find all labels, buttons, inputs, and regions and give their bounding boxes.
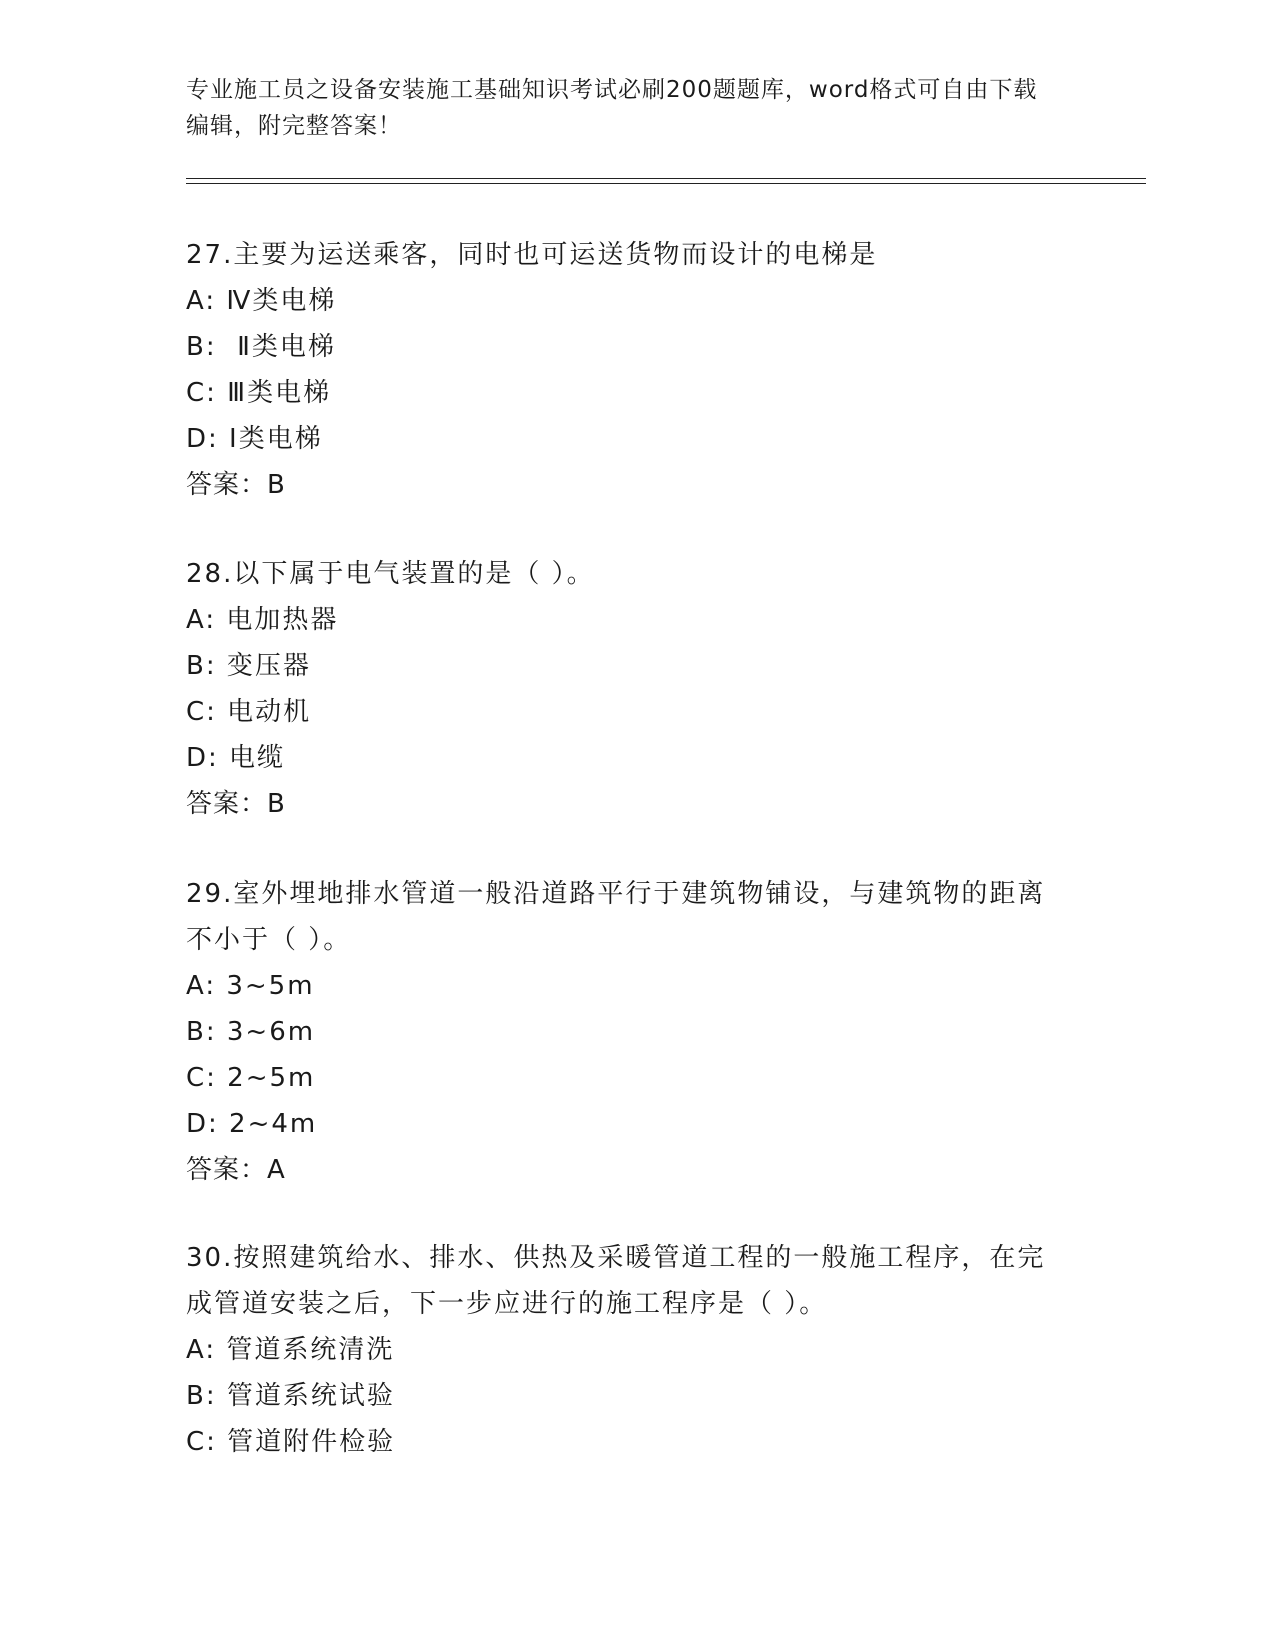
option-d: D: 2~4m [186,1109,318,1139]
question-stem: 27.主要为运送乘客，同时也可运送货物而设计的电梯是 [186,240,878,270]
option-d: D: 电缆 [186,743,286,773]
question-28 [186,551,1086,827]
answer: 答案：B [186,470,286,500]
option-c: C: Ⅲ类电梯 [186,378,332,408]
option-b: B: 变压器 [186,651,311,681]
question-stem-line-2: 成管道安装之后，下一步应进行的施工程序是（ ）。 [186,1289,828,1319]
answer: 答案：A [186,1155,286,1185]
option-d: D: Ⅰ类电梯 [186,424,323,454]
option-a: A: 管道系统清洗 [186,1335,395,1365]
header-divider-top [186,178,1146,179]
option-b: B: 管道系统试验 [186,1381,395,1411]
option-a: A: Ⅳ类电梯 [186,286,337,316]
answer: 答案：B [186,789,286,819]
question-stem-line-2: 不小于（ ）。 [186,925,352,955]
question-27 [186,232,1086,508]
header-title-line-2: 编辑，附完整答案！ [186,113,402,139]
option-b: B: Ⅱ类电梯 [186,332,336,362]
option-a: A: 电加热器 [186,605,339,635]
header-title-line-1: 专业施工员之设备安装施工基础知识考试必刷200题题库，word格式可自由下载 [186,77,1038,103]
option-c: C: 2~5m [186,1063,316,1093]
document-header [186,72,1086,144]
option-c: C: 管道附件检验 [186,1427,396,1457]
option-a: A: 3~5m [186,971,315,1001]
question-30 [186,1235,1086,1465]
option-c: C: 电动机 [186,697,312,727]
question-stem-line-1: 30.按照建筑给水、排水、供热及采暖管道工程的一般施工程序，在完 [186,1243,1046,1273]
header-divider-bottom [186,183,1146,184]
question-29 [186,871,1086,1193]
option-b: B: 3~6m [186,1017,316,1047]
question-stem: 28.以下属于电气装置的是（ ）。 [186,559,595,589]
question-stem-line-1: 29.室外埋地排水管道一般沿道路平行于建筑物铺设，与建筑物的距离 [186,879,1046,909]
